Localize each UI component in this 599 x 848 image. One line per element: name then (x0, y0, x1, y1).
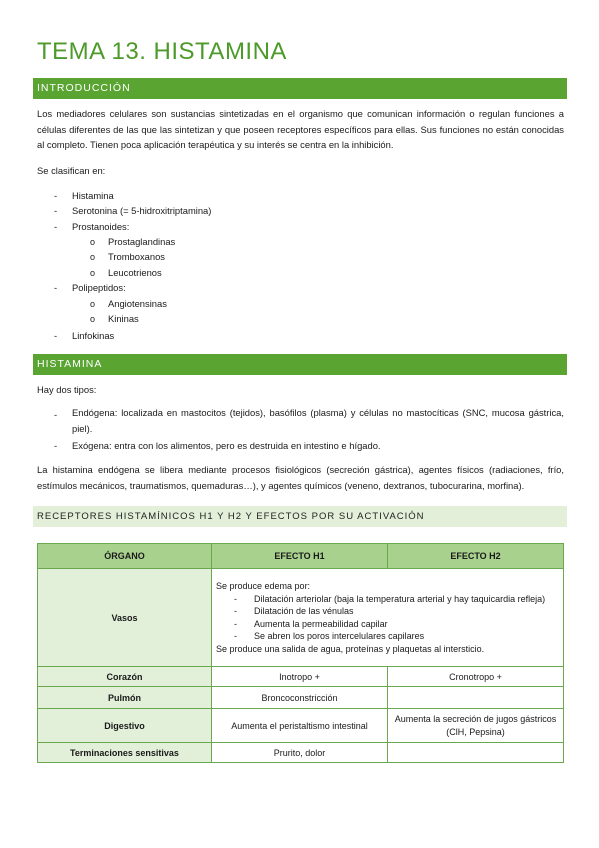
h2-cell (388, 687, 564, 709)
organ-cell: Vasos (38, 569, 212, 667)
type-exogena: Exógena: entra con los alimentos, pero es destruida en intestino e hígado. (72, 440, 381, 451)
sublist-item: Angiotensinas (108, 298, 167, 309)
list-item: - Dilatación de las vénulas (234, 606, 354, 616)
list-item: Prostanoides: (72, 221, 130, 232)
sublist-item: Leucotrienos (108, 267, 162, 278)
classify-text: Se clasifican en: (37, 165, 106, 176)
list-item: Linfokinas (72, 330, 115, 341)
header-organo: ÓRGANO (38, 544, 212, 569)
list-dash: - (54, 205, 58, 216)
vasos-outro: Se produce una salida de agua, proteínas y plaquetas al intersticio. (216, 643, 485, 654)
list-dash: - (54, 440, 58, 451)
type-endogena: Endógena: localizada en mastocitos (tejidos), basófilos (plasma) y células no mastocíticas (SNC, mucosa gástrica, piel). (72, 407, 564, 434)
header-efecto-h1: EFECTO H1 (212, 544, 388, 569)
release-paragraph: La histamina endógena se libera mediante procesos fisiológicos (secreción gástrica), agentes físicos (radiaciones, frío, estímulos mecánicos, traumatismos, quemaduras…), y agentes químicos (veneno, dextranos, tubocurarina, morfina). (37, 464, 564, 491)
section-heading-histamina: HISTAMINA (33, 354, 567, 375)
h1-cell: Aumenta el peristaltismo intestinal (212, 709, 388, 743)
section-heading-introduccion: INTRODUCCIÓN (33, 78, 567, 99)
h2-cell (388, 743, 564, 763)
table-header-row (38, 544, 564, 569)
sublist-bullet: o (90, 252, 96, 262)
vasos-effect-list (216, 593, 559, 643)
h1-cell: Broncoconstricción (212, 687, 388, 709)
vasos-effect-cell (212, 569, 564, 667)
list-dash: - (54, 409, 58, 420)
table-row (38, 743, 564, 763)
receptors-table (37, 543, 564, 763)
intro-paragraph: Los mediadores celulares son sustancias sintetizadas en el organismo que comunican información o regulan funciones a células diferentes de las que las sintetizan y que poseen receptores específicos para ellas. Sus funciones no están conocidas al completo. Tienen poca aplicación terapéutica y su interés se centra en la inhibición. (37, 108, 564, 150)
list-dash: - (54, 330, 58, 341)
h2-cell: Cronotropo + (388, 667, 564, 687)
list-item: - Dilatación arteriolar (baja la temperatura arterial y hay taquicardia refleja) (234, 593, 546, 604)
table-row (38, 687, 564, 709)
table-row (38, 569, 564, 667)
vasos-intro: Se produce edema por: (216, 581, 311, 591)
types-intro: Hay dos tipos: (37, 384, 97, 395)
subsection-heading-receptores: RECEPTORES HISTAMÍNICOS H1 Y H2 Y EFECTOS POR SU ACTIVACIÓN (33, 506, 567, 527)
list-item: - Aumenta la permeabilidad capilar (234, 618, 388, 629)
sublist-item: Tromboxanos (108, 251, 165, 262)
page-title: TEMA 13. HISTAMINA (37, 38, 287, 65)
table-row (38, 709, 564, 743)
organ-cell: Corazón (38, 667, 212, 687)
organ-cell: Terminaciones sensitivas (38, 743, 212, 763)
list-dash: - (54, 190, 58, 201)
header-efecto-h2: EFECTO H2 (388, 544, 564, 569)
sublist-item: Kininas (108, 313, 139, 324)
organ-cell: Digestivo (38, 709, 212, 743)
h1-cell: Prurito, dolor (212, 743, 388, 763)
sublist-bullet: o (90, 268, 96, 278)
sublist-bullet: o (90, 299, 96, 309)
list-item: Serotonina (= 5-hidroxitriptamina) (72, 205, 212, 216)
sublist-bullet: o (90, 314, 96, 324)
h1-cell: Inotropo + (212, 667, 388, 687)
organ-cell: Pulmón (38, 687, 212, 709)
sublist-bullet: o (90, 237, 96, 247)
list-dash: - (54, 282, 58, 293)
list-dash: - (54, 221, 58, 232)
list-item: Histamina (72, 190, 114, 201)
list-item: - Se abren los poros intercelulares capilares (234, 631, 425, 641)
h2-cell: Aumenta la secreción de jugos gástricos (ClH, Pepsina) (388, 709, 564, 743)
table-row (38, 667, 564, 687)
sublist-item: Prostaglandinas (108, 236, 176, 247)
list-item: Polipeptidos: (72, 282, 126, 293)
